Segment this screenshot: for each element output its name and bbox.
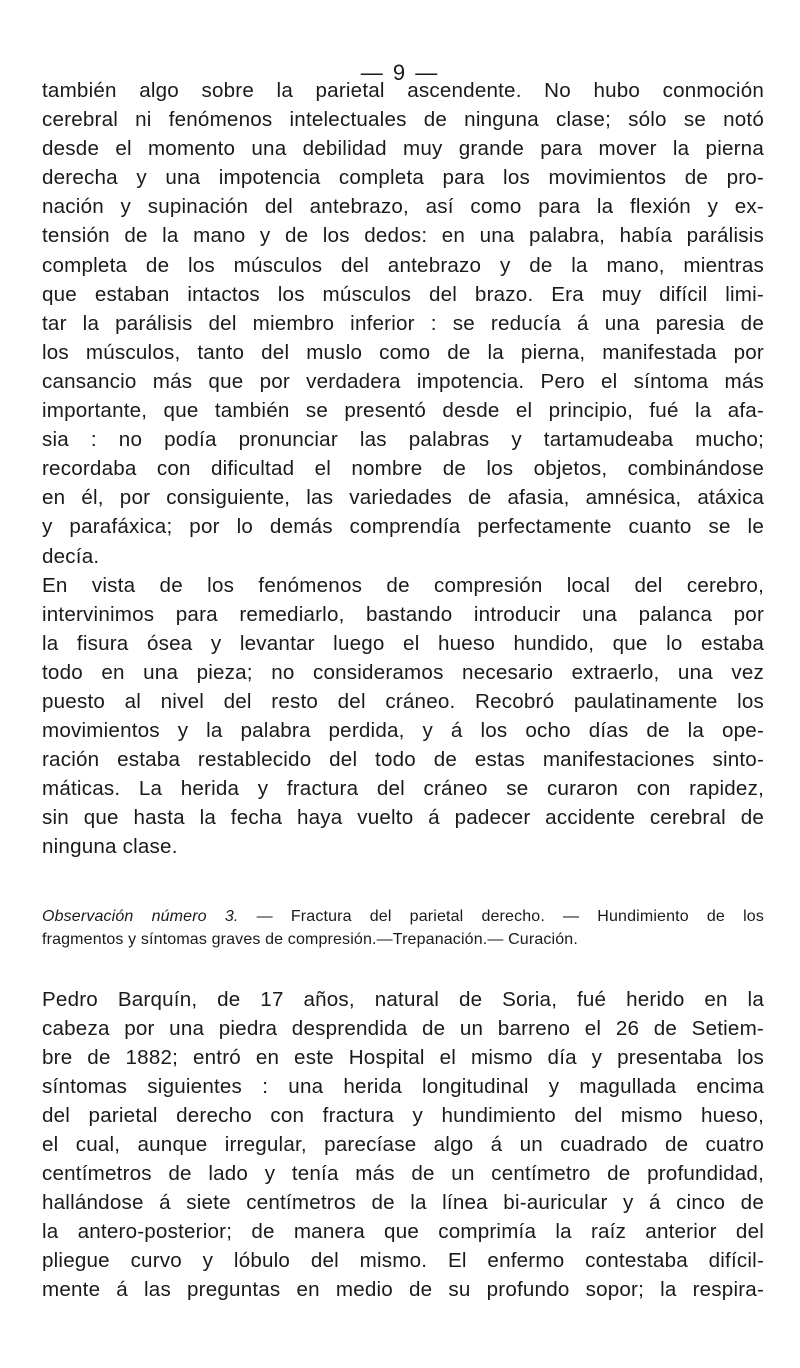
observation-line: fragmentos y síntomas graves de compresión.—Trepanación.— Curación. (42, 930, 578, 948)
text-line: pliegue curvo y lóbulo del mismo. El enfermo contestaba difícil- (42, 1249, 764, 1273)
text-line: sin que hasta la fecha haya vuelto á padecer accidente cerebral de (42, 806, 764, 830)
text-line: importante, que también se presentó desde el principio, fué la afa- (42, 399, 764, 423)
text-line: bre de 1882; entró en este Hospital el mismo día y presentaba los (42, 1045, 764, 1069)
text-line: Pedro Barquín, de 17 años, natural de Soria, fué herido en la (42, 987, 764, 1011)
paragraph-2 (42, 571, 764, 862)
observation-line (42, 905, 764, 928)
text-line: los músculos, tanto del muslo como de la pierna, manifestada por (42, 340, 764, 364)
text-line: ninguna clase. (42, 835, 178, 859)
text-line: en él, por consiguiente, las variedades de afasia, amnésica, atáxica (42, 486, 764, 510)
observation-label: Observación número 3. (42, 907, 239, 925)
text-line: tensión de la mano y de los dedos: en una palabra, había parálisis (42, 224, 764, 248)
document-body (42, 56, 764, 1305)
text-line: también algo sobre la parietal ascendente. No hubo conmoción (42, 79, 764, 102)
text-line: intervinimos para remediarlo, bastando introducir una palanca por (42, 602, 764, 626)
text-line: la antero-posterior; de manera que comprimía la raíz anterior del (42, 1220, 764, 1244)
text-line: mente á las preguntas en medio de su profundo sopor; la respira- (42, 1278, 764, 1302)
text-line: síntomas siguientes : una herida longitudinal y magullada encima (42, 1074, 764, 1098)
text-line: cerebral ni fenómenos intelectuales de ninguna clase; sólo se notó (42, 108, 764, 132)
observation-heading (42, 862, 764, 951)
text-line: recordaba con dificultad el nombre de los objetos, combinándose (42, 457, 764, 481)
text-line: sia : no podía pronunciar las palabras y tartamudeaba mucho; (42, 428, 764, 452)
page-number: — 9 — (360, 60, 440, 85)
text-line: derecha y una impotencia completa para los movimientos de pro- (42, 166, 764, 190)
text-line: ración estaba restablecido del todo de estas manifestaciones sinto- (42, 748, 764, 772)
text-line: cabeza por una piedra desprendida de un barreno el 26 de Setiem- (42, 1016, 764, 1040)
paragraph-3 (42, 951, 764, 1305)
paragraph-1 (42, 56, 764, 571)
text-line: tar la parálisis del miembro inferior : se reducía á una paresia de (42, 311, 764, 335)
text-line: decía. (42, 544, 100, 568)
text-line: cansancio más que por verdadera impotencia. Pero el síntoma más (42, 369, 764, 393)
text-line: hallándose á siete centímetros de la línea bi-auricular y á cinco de (42, 1191, 764, 1215)
text-line: y parafáxica; por lo demás comprendía perfectamente cuanto se le (42, 515, 764, 539)
text-line: desde el momento una debilidad muy grande para mover la pierna (42, 137, 764, 161)
text-line: completa de los músculos del antebrazo y de la mano, mientras (42, 253, 764, 277)
text-line: la fisura ósea y levantar luego el hueso hundido, que lo estaba (42, 631, 764, 655)
text-line: puesto al nivel del resto del cráneo. Recobró paulatinamente los (42, 689, 764, 713)
text-line: del parietal derecho con fractura y hundimiento del mismo hueso, (42, 1103, 764, 1127)
text-line: movimientos y la palabra perdida, y á los ocho días de la ope- (42, 719, 764, 743)
text-line: todo en una pieza; no consideramos necesario extraerlo, una vez (42, 660, 764, 684)
text-line: que estaban intactos los músculos del brazo. Era muy difícil limi- (42, 282, 764, 306)
text-line: el cual, aunque irregular, parecíase algo á un cuadrado de cuatro (42, 1133, 764, 1156)
text-line: máticas. La herida y fractura del cráneo se curaron con rapidez, (42, 777, 764, 801)
observation-title: — Fractura del parietal derecho. — Hundimiento de los (238, 907, 764, 925)
text-line: nación y supinación del antebrazo, así como para la flexión y ex- (42, 195, 764, 219)
text-line: En vista de los fenómenos de compresión local del cerebro, (42, 573, 764, 597)
text-line: centímetros de lado y tenía más de un centímetro de profundidad, (42, 1162, 764, 1186)
